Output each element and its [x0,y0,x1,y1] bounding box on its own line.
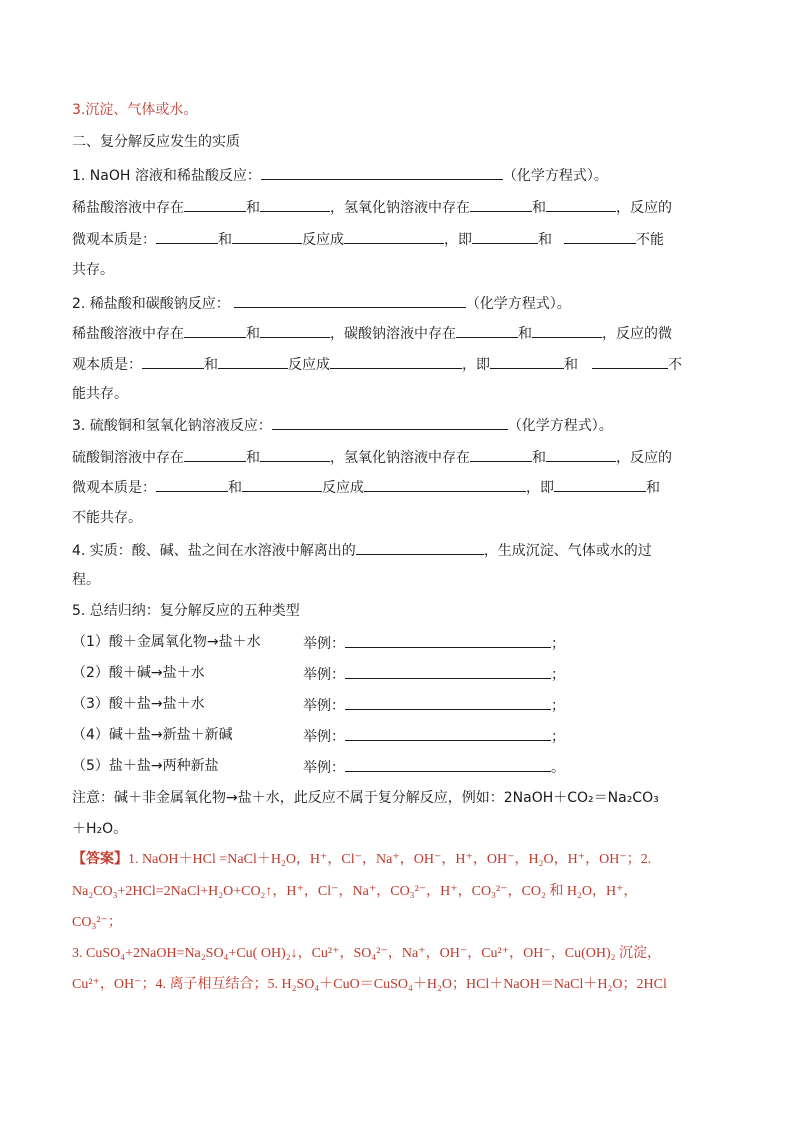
blank[interactable] [356,539,484,555]
blank[interactable] [546,446,616,462]
blank[interactable] [242,476,322,492]
q5-item: （4）碱＋盐→新盐＋新碱 举例： ； [72,727,565,745]
blank[interactable] [472,228,538,244]
example-blank[interactable] [345,756,551,772]
q1-line3: 微观本质是： 和 反应成 ，即 和 不能 [72,228,664,250]
answer-line3: CO₃²⁻； [72,915,122,930]
intro-text: 3.沉淀、气体或水。 [72,102,198,118]
blank[interactable] [156,476,228,492]
q3-line3: 微观本质是： 和 反应成 ，即 和 [72,476,660,498]
q1-line4: 共存。 [72,262,114,278]
blank[interactable] [364,476,526,492]
q1-equation-blank[interactable] [261,164,503,180]
q5-item: （2）酸＋碱→盐＋水 举例： ； [72,665,565,683]
blank[interactable] [184,196,246,212]
blank[interactable] [184,322,246,338]
q3-line1: 3. 硫酸铜和氢氧化钠溶液反应： （化学方程式）。 [72,414,613,436]
blank[interactable] [554,476,646,492]
note-line2: ＋H₂O。 [72,821,128,837]
example-blank[interactable] [345,663,551,679]
q2-line1: 2. 稀盐酸和碳酸钠反应： （化学方程式）。 [72,292,571,314]
blank[interactable] [592,353,668,369]
q5-item: （5）盐＋盐→两种新盐 举例： 。 [72,758,565,776]
answer-line2: Na₂CO₃+2HCl=2NaCl+H₂O+CO₂↑，H⁺，Cl⁻，Na⁺，CO₃²⁻，H⁺，CO₃²⁻，CO₂ 和 H₂O，H⁺， [72,884,638,899]
blank[interactable] [260,196,330,212]
q1-line1: 1. NaOH 溶液和稀盐酸反应： （化学方程式）。 [72,164,608,186]
blank[interactable] [232,228,302,244]
q1-line2: 稀盐酸溶液中存在 和 ，氢氧化钠溶液中存在 和 ，反应的 [72,196,672,218]
blank[interactable] [470,446,532,462]
answer-line4: 3. CuSO₄+2NaOH=Na₂SO₄+Cu( OH)₂↓，Cu²⁺，SO₄²⁻，Na⁺，OH⁻，Cu²⁺，OH⁻，Cu(OH)₂ 沉淀， [72,946,662,961]
note-line1: 注意：碱＋非金属氧化物→盐＋水，此反应不属于复分解反应，例如：2NaOH＋CO₂＝Na₂CO₃ [72,790,659,806]
blank[interactable] [490,353,564,369]
q4-line1: 4. 实质：酸、碱、盐之间在水溶液中解离出的 ，生成沉淀、气体或水的过 [72,539,652,561]
blank[interactable] [330,353,462,369]
blank[interactable] [260,446,330,462]
blank[interactable] [260,322,330,338]
blank[interactable] [546,196,616,212]
answer-line1: 【答案】1. NaOH＋HCl =NaCl＋H₂O，H⁺，Cl⁻，Na⁺，OH⁻，H⁺，OH⁻，H₂O，H⁺，OH⁻；2. [72,852,652,867]
blank[interactable] [218,353,288,369]
q2-line3: 观本质是： 和 反应成 ，即 和 不 [72,353,682,375]
blank[interactable] [184,446,246,462]
blank[interactable] [470,196,532,212]
blank[interactable] [156,228,218,244]
q5-title: 5. 总结归纳：复分解反应的五种类型 [72,603,300,619]
q5-item: （1）酸＋金属氧化物→盐＋水 举例： ； [72,634,565,652]
blank[interactable] [564,228,636,244]
section-title: 二、复分解反应发生的实质 [72,134,240,150]
blank[interactable] [456,322,518,338]
example-blank[interactable] [345,632,551,648]
example-blank[interactable] [345,694,551,710]
blank[interactable] [142,353,204,369]
q2-line2: 稀盐酸溶液中存在 和 ，碳酸钠溶液中存在 和 ，反应的微 [72,322,672,344]
q5-item: （3）酸＋盐→盐＋水 举例： ； [72,696,565,714]
blank[interactable] [532,322,602,338]
q2-equation-blank[interactable] [234,292,466,308]
q3-line2: 硫酸铜溶液中存在 和 ，氢氧化钠溶液中存在 和 ，反应的 [72,446,672,468]
blank[interactable] [344,228,444,244]
q2-line4: 能共存。 [72,386,128,402]
answer-line5: Cu²⁺，OH⁻；4. 离子相互结合；5. H₂SO₄＋CuO＝CuSO₄＋H₂O；HCl＋NaOH＝NaCl＋H₂O；2HCl [72,977,667,992]
q4-line2: 程。 [72,572,100,588]
q3-equation-blank[interactable] [272,414,508,430]
q3-line4: 不能共存。 [72,510,142,526]
example-blank[interactable] [345,725,551,741]
answer-tag: 【答案】 [72,852,128,867]
